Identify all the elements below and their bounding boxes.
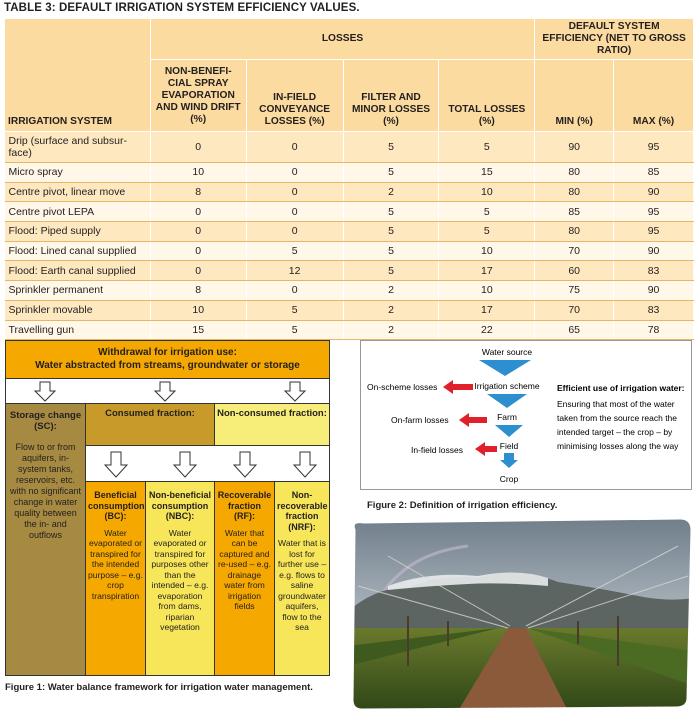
- cell-spray: 0: [150, 222, 246, 242]
- cell-max: 78: [614, 320, 694, 340]
- cell-min: 80: [535, 222, 614, 242]
- cell-max: 95: [614, 222, 694, 242]
- efficient-use-line-4: minimising losses along the way: [557, 441, 679, 451]
- efficiency-diagram: [361, 341, 693, 491]
- cell-min: 90: [535, 132, 614, 163]
- cell-conv: 0: [246, 182, 343, 202]
- header-filter: FILTER AND MINOR LOSSES (%): [343, 60, 439, 132]
- down-arrows-icon: [6, 379, 329, 404]
- cell-min: 70: [535, 300, 614, 320]
- header-min: MIN (%): [535, 60, 614, 132]
- header-conveyance: IN-FIELD CONVEYANCE LOSSES (%): [246, 60, 343, 132]
- arrow-row-2: [86, 446, 329, 482]
- cell-spray: 0: [150, 132, 246, 163]
- cell-total: 10: [439, 281, 535, 301]
- blue-arrow-icon: [487, 394, 527, 408]
- blue-arrow-icon: [479, 360, 531, 376]
- cell-max: 90: [614, 182, 694, 202]
- cell-conv: 5: [246, 320, 343, 340]
- cell-max: 90: [614, 281, 694, 301]
- cell-conv: 0: [246, 222, 343, 242]
- cell-total: 15: [439, 163, 535, 183]
- cell-conv: 12: [246, 261, 343, 281]
- header-losses: LOSSES: [150, 19, 535, 60]
- efficiency-table: [4, 18, 694, 340]
- cell-total: 5: [439, 222, 535, 242]
- nbc-text: Water evaporated or transpired for purposes other than the intended – e.g. evaporation from dams, riparian vegetation: [151, 527, 209, 632]
- nonconsumed-fraction-box: Non-consumed fraction:: [215, 404, 329, 446]
- recoverable-fraction-box: [215, 482, 275, 675]
- storage-change-box: [6, 404, 86, 675]
- cell-filter: 5: [343, 202, 439, 222]
- cell-max: 95: [614, 132, 694, 163]
- cell-name: Drip (surface and subsur-face): [5, 132, 151, 163]
- table-row: [5, 182, 694, 202]
- cell-filter: 2: [343, 320, 439, 340]
- header-system: IRRIGATION SYSTEM: [5, 19, 151, 132]
- cell-conv: 0: [246, 163, 343, 183]
- non-beneficial-consumption-box: [146, 482, 215, 675]
- cell-conv: 0: [246, 202, 343, 222]
- label-in-field-losses: In-field losses: [411, 445, 463, 455]
- cell-max: 95: [614, 202, 694, 222]
- vineyard-image: [348, 516, 694, 711]
- cell-filter: 2: [343, 300, 439, 320]
- vineyard-photo: [348, 516, 694, 711]
- table-row: [5, 300, 694, 320]
- red-arrow-icon: [459, 413, 487, 427]
- cell-spray: 0: [150, 202, 246, 222]
- blue-arrow-icon: [500, 453, 518, 468]
- table-title: TABLE 3: DEFAULT IRRIGATION SYSTEM EFFICIENCY VALUES.: [4, 2, 360, 14]
- table-row: [5, 132, 694, 163]
- non-recoverable-fraction-box: [275, 482, 329, 675]
- cell-spray: 15: [150, 320, 246, 340]
- cell-name: Flood: Lined canal supplied: [5, 241, 151, 261]
- rf-text: Water that can be captured and re-used – e.g. drainage water from irrigation fields: [217, 527, 272, 611]
- red-arrow-icon: [475, 442, 497, 456]
- header-total: TOTAL LOSSES (%): [439, 60, 535, 132]
- header-max: MAX (%): [614, 60, 694, 132]
- down-arrows-icon: [86, 446, 329, 482]
- cell-filter: 2: [343, 281, 439, 301]
- bc-title: Beneficial consumption (BC):: [88, 490, 145, 521]
- cell-total: 10: [439, 241, 535, 261]
- cell-filter: 2: [343, 182, 439, 202]
- cell-spray: 10: [150, 163, 246, 183]
- nbc-title: Non-beneficial consumption (NBC):: [148, 490, 211, 521]
- cell-conv: 5: [246, 241, 343, 261]
- table-row: [5, 281, 694, 301]
- label-field: Field: [499, 441, 519, 451]
- cell-name: Sprinkler movable: [5, 300, 151, 320]
- table-row: [5, 202, 694, 222]
- cell-filter: 5: [343, 163, 439, 183]
- cell-total: 22: [439, 320, 535, 340]
- label-crop: Crop: [499, 474, 519, 484]
- label-scheme: Irrigation scheme: [474, 381, 540, 391]
- cell-max: 83: [614, 261, 694, 281]
- cell-max: 85: [614, 163, 694, 183]
- efficient-use-title: Efficient use of irrigation water:: [557, 383, 685, 393]
- cell-max: 90: [614, 241, 694, 261]
- table-row: [5, 222, 694, 242]
- beneficial-consumption-box: [86, 482, 146, 675]
- bc-text: Water evaporated or transpired for the intended purpose – e.g. crop transpiration: [88, 527, 143, 601]
- cell-min: 75: [535, 281, 614, 301]
- consumed-fraction-box: Consumed fraction:: [86, 404, 215, 446]
- figure-1-caption: Figure 1: Water balance framework for irrigation water management.: [5, 682, 313, 693]
- storage-text: Flow to or from aquifers, in-system tanks, reservoirs, etc. with no significant change in water quality between the in- and outflows: [9, 442, 82, 540]
- water-balance-figure: [5, 340, 330, 676]
- cell-min: 80: [535, 163, 614, 183]
- cell-filter: 5: [343, 241, 439, 261]
- label-farm: Farm: [497, 412, 517, 422]
- label-water-source: Water source: [481, 347, 533, 357]
- arrow-row-1: [6, 379, 329, 404]
- header-default: DEFAULT SYSTEM EFFICIENCY (NET TO GROSS RATIO): [535, 19, 694, 60]
- cell-name: Flood: Piped supply: [5, 222, 151, 242]
- blue-arrow-icon: [495, 425, 523, 437]
- efficient-use-line-3: intended target – the crop – by: [557, 427, 673, 437]
- table-row: [5, 320, 694, 340]
- cell-name: Flood: Earth canal supplied: [5, 261, 151, 281]
- withdrawal-box: [6, 341, 329, 379]
- cell-name: Micro spray: [5, 163, 151, 183]
- figure-2-caption: Figure 2: Definition of irrigation efficiency.: [367, 500, 558, 511]
- cell-name: Centre pivot, linear move: [5, 182, 151, 202]
- irrigation-efficiency-figure: [360, 340, 692, 490]
- efficient-use-line-1: Ensuring that most of the water: [557, 399, 675, 409]
- withdrawal-title: Withdrawal for irrigation use:: [98, 347, 237, 358]
- red-arrow-icon: [443, 380, 473, 394]
- table-row: [5, 163, 694, 183]
- label-on-scheme-losses: On-scheme losses: [367, 382, 438, 392]
- cell-conv: 0: [246, 132, 343, 163]
- cell-conv: 5: [246, 300, 343, 320]
- cell-filter: 5: [343, 261, 439, 281]
- cell-name: Sprinkler permanent: [5, 281, 151, 301]
- withdrawal-subtitle: Water abstracted from streams, groundwater or storage: [35, 360, 300, 371]
- cell-min: 65: [535, 320, 614, 340]
- header-spray: NON-BENEFI-CIAL SPRAY EVAPORATION AND WIND DRIFT (%): [150, 60, 246, 132]
- cell-spray: 8: [150, 281, 246, 301]
- cell-total: 5: [439, 202, 535, 222]
- cell-total: 10: [439, 182, 535, 202]
- cell-spray: 10: [150, 300, 246, 320]
- cell-max: 83: [614, 300, 694, 320]
- rf-title: Recoverable fraction (RF):: [217, 490, 272, 521]
- cell-spray: 0: [150, 261, 246, 281]
- cell-conv: 0: [246, 281, 343, 301]
- label-on-farm-losses: On-farm losses: [391, 415, 449, 425]
- table-row: [5, 261, 694, 281]
- cell-filter: 5: [343, 222, 439, 242]
- cell-spray: 0: [150, 241, 246, 261]
- storage-title: Storage change (SC):: [9, 410, 82, 432]
- nrf-text: Water that is lost for further use – e.g. flows to saline groundwater aquifers, flow to the sea: [277, 538, 327, 632]
- cell-name: Travelling gun: [5, 320, 151, 340]
- cell-min: 80: [535, 182, 614, 202]
- cell-name: Centre pivot LEPA: [5, 202, 151, 222]
- cell-total: 17: [439, 261, 535, 281]
- table-row: [5, 241, 694, 261]
- cell-min: 60: [535, 261, 614, 281]
- cell-min: 85: [535, 202, 614, 222]
- cell-min: 70: [535, 241, 614, 261]
- efficient-use-line-2: taken from the source reach the: [557, 413, 678, 423]
- nrf-title: Non-recoverable fraction (NRF):: [277, 490, 328, 532]
- cell-total: 5: [439, 132, 535, 163]
- cell-spray: 8: [150, 182, 246, 202]
- cell-total: 17: [439, 300, 535, 320]
- cell-filter: 5: [343, 132, 439, 163]
